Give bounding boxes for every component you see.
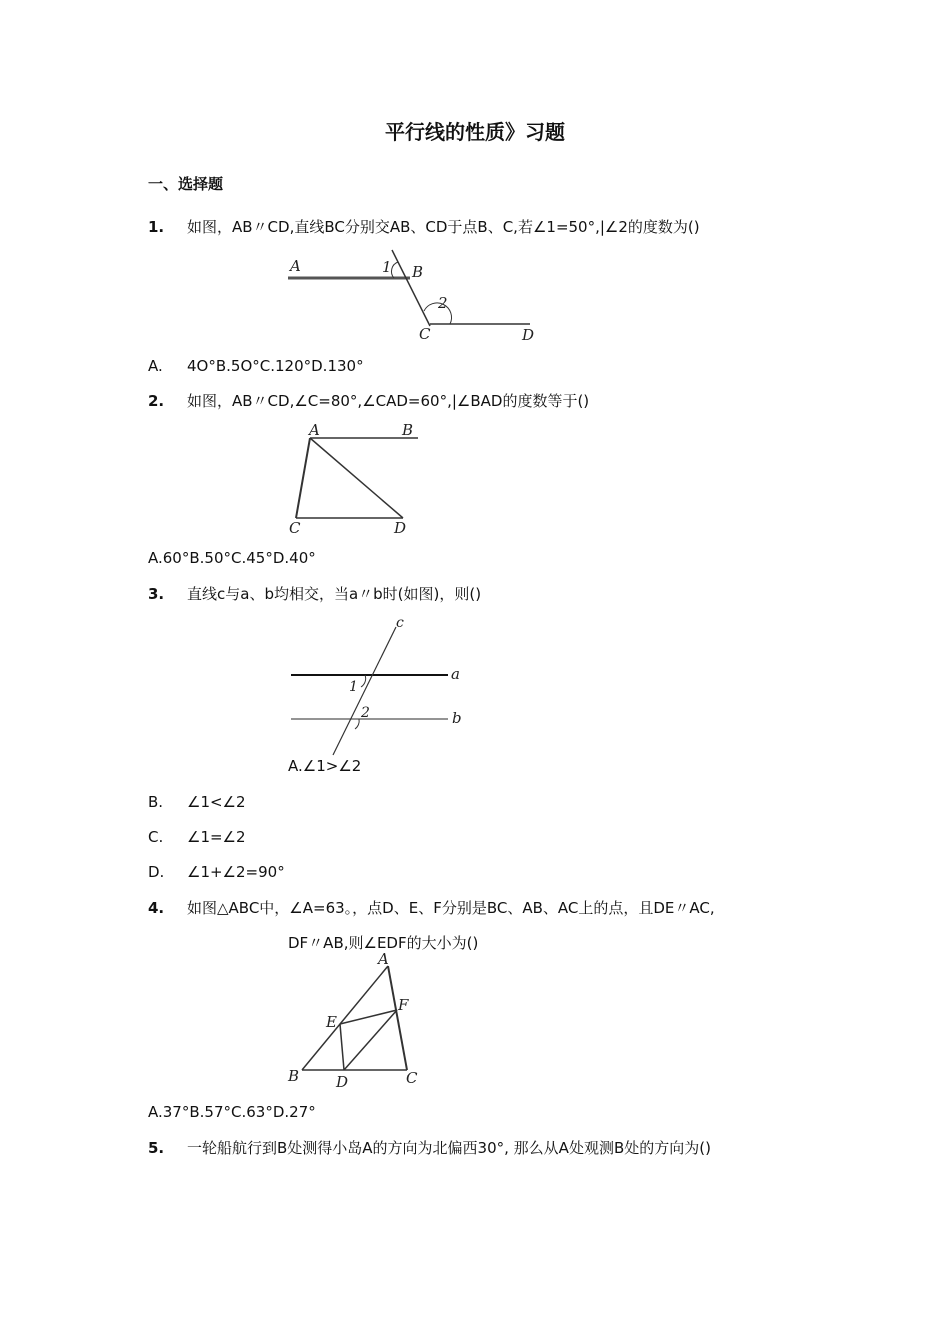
q4-options: A.37°B.57°C.63°D.27° xyxy=(148,1103,316,1121)
page-title: 平行线的性质》习题 xyxy=(385,120,565,144)
q3-label-1: 1 xyxy=(349,679,358,695)
q3-label-c: c xyxy=(396,615,404,631)
q3-figure xyxy=(285,615,475,757)
q4-text-line2: DF〃AB,则∠EDF的大小为() xyxy=(288,934,479,952)
q3-option-b: ∠1<∠2 xyxy=(187,793,246,811)
q2-label-c: C xyxy=(289,519,301,537)
q2-figure xyxy=(285,420,425,540)
q1-label-d: D xyxy=(522,326,535,344)
q5-text: 一轮船航行到B处测得小岛A的方向为北偏西30°, 那么从A处观测B处的方向为() xyxy=(187,1139,711,1157)
q3-label-a: a xyxy=(451,665,460,683)
q1-options: 4O°B.5O°C.120°D.130° xyxy=(187,357,364,375)
q2-label-d: D xyxy=(394,519,407,537)
q1-figure xyxy=(280,248,550,348)
q3-option-a: A.∠1>∠2 xyxy=(288,757,362,775)
q1-text: 如图，AB〃CD,直线BC分别交AB、CD于点B、C,若∠1=50°,|∠2的度数为() xyxy=(187,218,700,236)
q2-options: A.60°B.50°C.45°D.40° xyxy=(148,549,316,567)
q4-label-a: A xyxy=(378,950,389,968)
q4-text-line1: 如图△ABC中，∠A=63。，点D、E、F分别是BC、AB、AC上的点，且DE〃AC, xyxy=(187,899,715,917)
q1-label-b: B xyxy=(412,263,424,281)
q3-option-c-label: C. xyxy=(148,828,164,846)
q5-number: 5. xyxy=(148,1139,165,1157)
q4-label-c: C xyxy=(406,1069,418,1087)
q1-label-c: C xyxy=(419,325,431,343)
q4-label-d: D xyxy=(336,1073,349,1091)
q3-option-d: ∠1+∠2=90° xyxy=(187,863,285,881)
q1-label-2: 2 xyxy=(438,294,448,312)
q3-text: 直线c与a、b均相交，当a〃b时(如图)，则() xyxy=(187,585,482,603)
section-heading: 一、选择题 xyxy=(148,175,224,193)
q1-options-label: A. xyxy=(148,357,163,375)
q3-option-d-label: D. xyxy=(148,863,165,881)
q2-label-b: B xyxy=(402,421,414,439)
q3-label-b: b xyxy=(452,709,462,727)
q4-figure xyxy=(280,948,430,1093)
q3-option-c: ∠1=∠2 xyxy=(187,828,246,846)
q4-label-e: E xyxy=(326,1013,337,1031)
q2-number: 2. xyxy=(148,392,165,410)
q4-label-f: F xyxy=(398,996,409,1014)
q3-label-2: 2 xyxy=(361,705,370,721)
q1-number: 1. xyxy=(148,218,165,236)
q4-label-b: B xyxy=(288,1067,300,1085)
q4-number: 4. xyxy=(148,899,165,917)
q2-text: 如图，AB〃CD,∠C=80°,∠CAD=60°,|∠BAD的度数等于() xyxy=(187,392,590,410)
q1-label-a: A xyxy=(290,257,301,275)
q2-label-a: A xyxy=(309,421,320,439)
q3-option-b-label: B. xyxy=(148,793,164,811)
q1-label-1: 1 xyxy=(382,258,392,276)
q3-number: 3. xyxy=(148,585,165,603)
